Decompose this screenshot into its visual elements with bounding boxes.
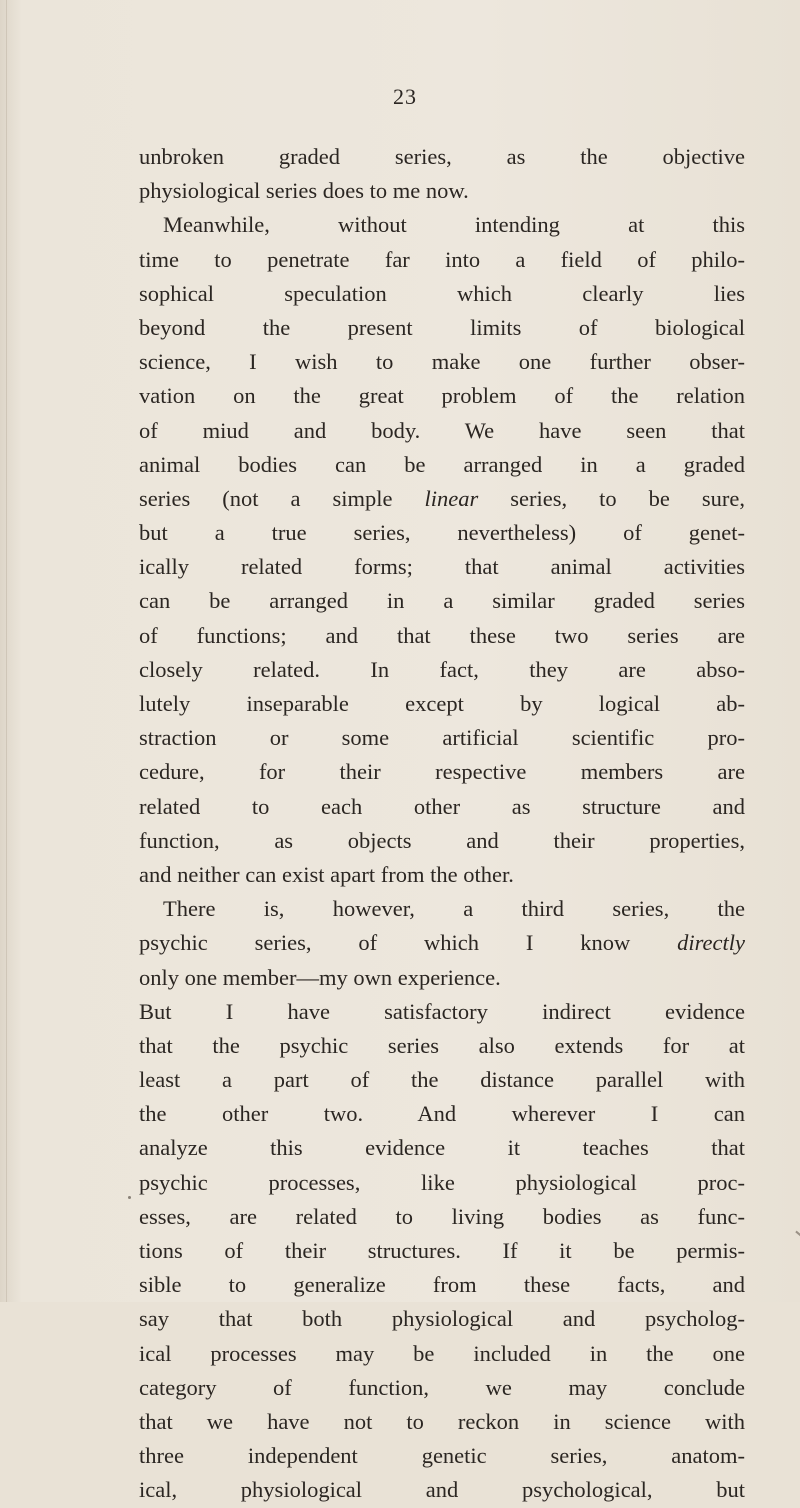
text-line: and neither can exist apart from the other. [139,861,514,887]
text-line: beyond the present limits of biological [139,314,745,340]
text-line: closely related. In fact, they are abso- [139,656,745,682]
text-line: time to penetrate far into a field of philo- [139,246,745,272]
text-line: three independent genetic series, anatom- [139,1443,745,1469]
text-line: cedure, for their respective members are [139,759,745,785]
italic-word: directly [677,930,745,956]
text-line: sible to generalize from these facts, and [139,1272,745,1298]
text-line: of miud and body. We have seen that [139,417,745,443]
text-line: psychic processes, like physiological proc- [139,1169,745,1195]
text-line: psychic series, of which I know directly [139,930,745,956]
text-line: ical processes may be included in the one [139,1340,745,1366]
text-line: But I have satisfactory indirect evidence [139,998,745,1024]
text-line: the other two. And wherever I can [139,1101,745,1127]
text-line: series (not a simple linear series, to be sure, [139,485,745,511]
text-line: analyze this evidence it teaches that [139,1135,745,1161]
text-line: say that both physiological and psycholog- [139,1306,745,1332]
text-line: related to each other as structure and [139,793,745,819]
text-line: only one member—my own experience. [139,964,501,990]
text-line: straction or some artificial scientific pro- [139,725,745,751]
text-line: lutely inseparable except by logical ab- [139,691,745,716]
text-line: that the psychic series also extends for at [139,1032,745,1058]
text-line: animal bodies can be arranged in a graded [139,451,745,477]
text-line: unbroken graded series, as the objective [139,144,745,169]
text-line: Meanwhile, without intending at this [163,212,745,238]
text-line: that we have not to reckon in science with [139,1408,745,1434]
text-line: function, as objects and their properties, [139,827,745,853]
text-line: of functions; and that these two series are [139,622,745,648]
margin-speck [128,1196,131,1199]
text-line: category of function, we may conclude [139,1374,745,1400]
text-line: can be arranged in a similar graded series [139,588,745,614]
text-line: ical, physiological and psychological, but [139,1477,745,1503]
page-number: 23 [393,84,417,109]
text-line: science, I wish to make one further obser- [139,349,745,375]
text-line: ically related forms; that animal activities [139,554,745,580]
page-gutter [6,0,7,1302]
body-text [139,140,745,1508]
text-line: tions of their structures. If it be permis- [139,1238,745,1263]
text-line: sophical speculation which clearly lies [139,280,745,306]
text-line: esses, are related to living bodies as func- [139,1203,745,1229]
text-line: least a part of the distance parallel with [139,1067,745,1093]
italic-word: linear [424,485,479,511]
text-line: physiological series does to me now. [139,178,469,204]
text-line: There is, however, a third series, the [163,896,745,922]
text-line: but a true series, nevertheless) of genet- [139,520,745,546]
margin-mark [795,1231,800,1238]
text-line: vation on the great problem of the relation [139,383,745,409]
